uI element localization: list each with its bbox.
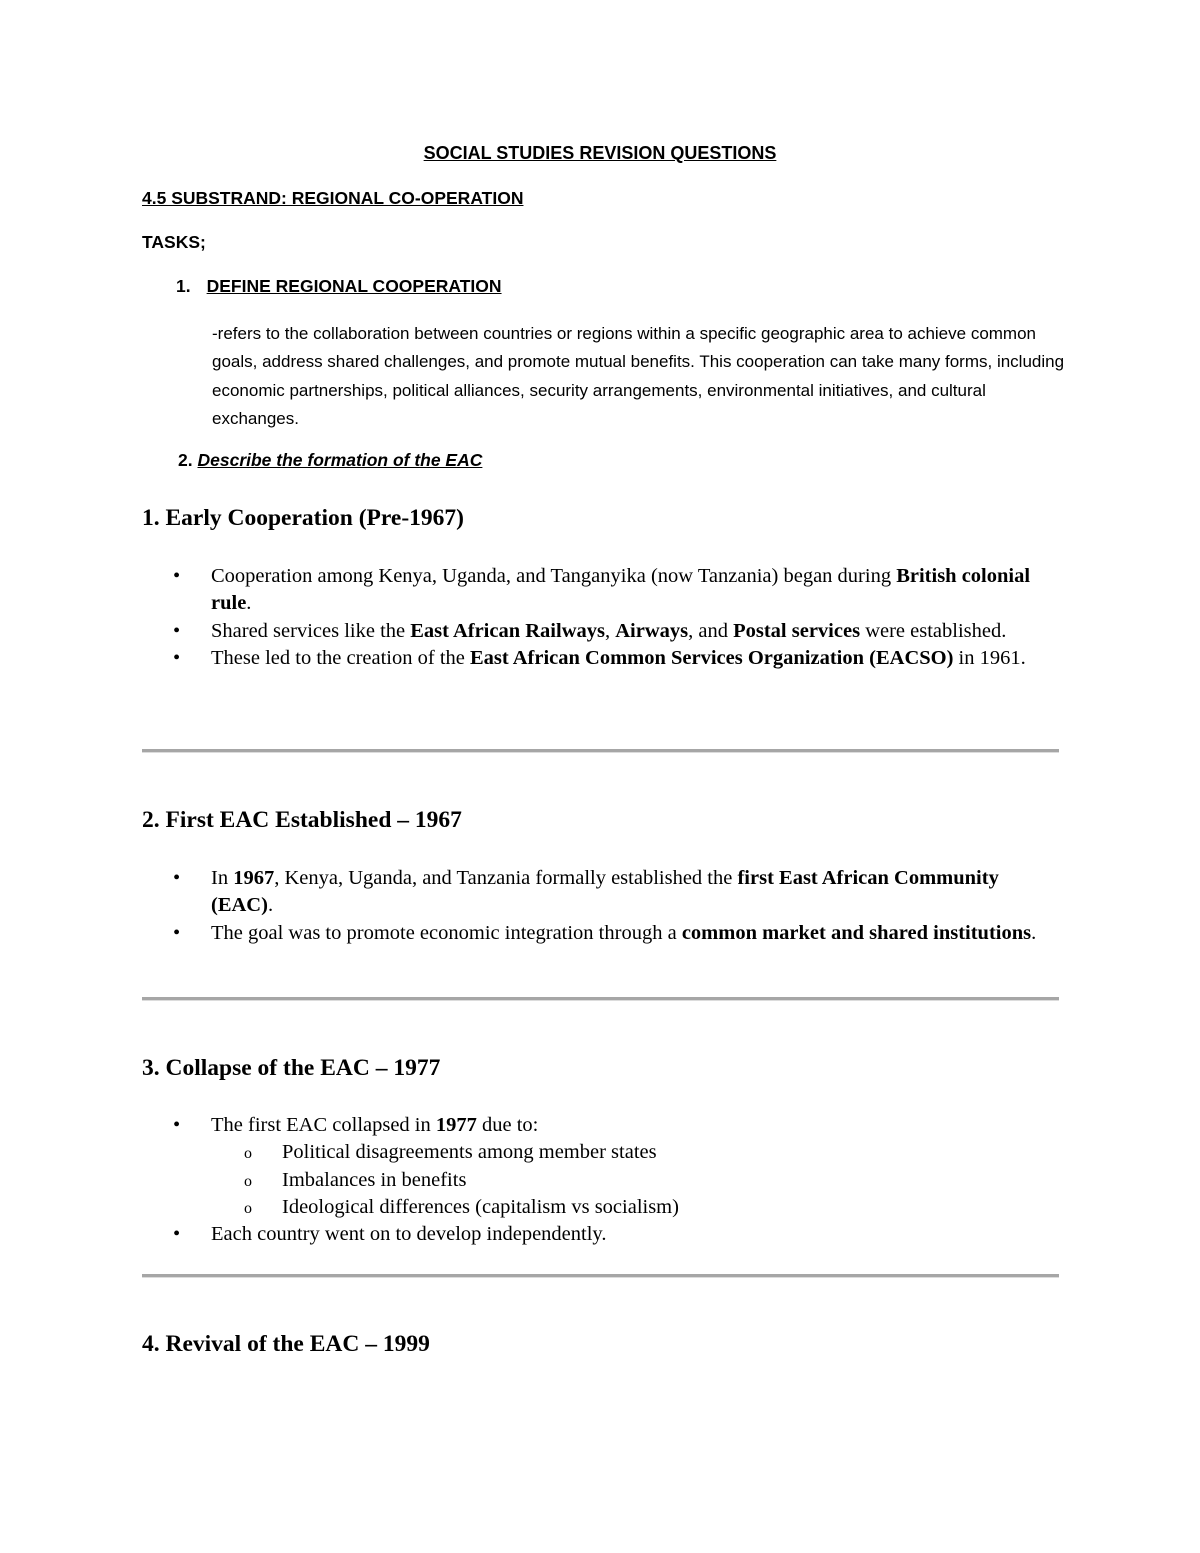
list-item: • Each country went on to develop independently. (142, 1221, 1062, 1248)
substrand-heading: 4.5 SUBSTRAND: REGIONAL CO-OPERATION (142, 188, 524, 208)
sub-list-item: o Political disagreements among member states (211, 1139, 1062, 1166)
tasks-label: TASKS; (142, 232, 206, 252)
section-heading-first-eac: 2. First EAC Established – 1967 (142, 807, 462, 833)
collapse-reasons-list (211, 1139, 1062, 1221)
section-heading-early-cooperation: 1. Early Cooperation (Pre-1967) (142, 505, 464, 531)
list-item: • The first EAC collapsed in 1977 due to: o Political disagreements among member states o Imbalances in benefits o Ideological differences (capitalism vs socialism) (142, 1112, 1062, 1221)
task-1-number: 1. (176, 276, 191, 296)
section-3-list (142, 1112, 1062, 1248)
task-2-label: Describe the formation of the EAC (197, 450, 483, 470)
list-item: • Shared services like the East African Railways, Airways, and Postal services were established. (142, 618, 1062, 645)
task-1-label: DEFINE REGIONAL COOPERATION (206, 276, 502, 296)
list-item: • In 1967, Kenya, Uganda, and Tanzania formally established the first East African Community (EAC). (142, 865, 1062, 920)
sub-list-item: o Ideological differences (capitalism vs socialism) (211, 1194, 1062, 1221)
task-1-answer: -refers to the collaboration between countries or regions within a specific geographic area to achieve common goals, address shared challenges, and promote mutual benefits. This cooperation can take many forms, including economic partnerships, political alliances, security arrangements, environmental initiatives, and cultural exchanges. (212, 324, 1065, 428)
task-2-number: 2. (178, 450, 193, 470)
section-heading-collapse: 3. Collapse of the EAC – 1977 (142, 1055, 441, 1081)
sub-list-item: o Imbalances in benefits (211, 1167, 1062, 1194)
list-item: • These led to the creation of the East African Common Services Organization (EACSO) in 1961. (142, 645, 1062, 672)
horizontal-rule (142, 1274, 1059, 1278)
horizontal-rule (142, 749, 1059, 753)
task-1 (176, 276, 502, 297)
list-item: • Cooperation among Kenya, Uganda, and Tanganyika (now Tanzania) began during British colonial rule. (142, 563, 1062, 618)
section-2-list (142, 865, 1062, 947)
task-2 (178, 450, 482, 471)
list-item: • The goal was to promote economic integration through a common market and shared institutions. (142, 920, 1062, 947)
section-1-list (142, 563, 1062, 672)
horizontal-rule (142, 997, 1059, 1001)
document-title: SOCIAL STUDIES REVISION QUESTIONS (423, 143, 777, 163)
section-heading-revival: 4. Revival of the EAC – 1999 (142, 1331, 430, 1357)
